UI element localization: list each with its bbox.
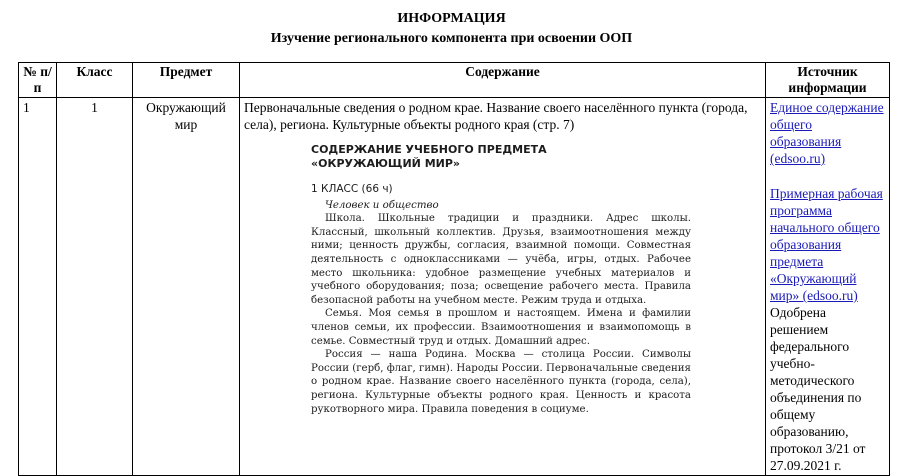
excerpt-section: Человек и общество [325, 199, 439, 211]
excerpt-grade: 1 КЛАСС (66 ч) [311, 183, 393, 195]
excerpt-paragraph-1: Школа. Школьные традиции и праздники. Адрес школы. Классный, школьный коллектив. Друзья, взаимоотношения между ними; ценность дружбы, согласия, взаимной помощи. Совместная деятельность с одноклассниками — учёба, игры, отдых. Рабочее место школьника: удобное размещение учебных материалов и учебного оборудования; поза; освещение рабочего места. Правила безопасной работы на учебном месте. Режим труда и отдыха. [311, 213, 691, 306]
source-link-edsoo[interactable]: Единое содержание общего образования (edsoo.ru) [770, 100, 884, 166]
header-source: Источник информации [766, 63, 890, 98]
source-approval-note: Одобрена решением федерального учебно-методического объединения по общему образованию, протокол 3/21 от 27.09.2021 г. [770, 305, 866, 473]
program-excerpt [311, 143, 691, 416]
source-link-program[interactable]: Примерная рабочая программа начального общего образования предмета «Окружающий мир» (edsoo.ru) [770, 186, 883, 303]
cell-source [766, 98, 890, 476]
excerpt-paragraph-2: Семья. Моя семья в прошлом и настоящем. Имена и фамилии членов семьи, их профессии. Взаимоотношения и взаимопомощь в семье. Совместный труд и отдых. Домашний адрес. [311, 308, 691, 347]
cell-num: 1 [19, 98, 57, 476]
cell-subject: Окружающий мир [133, 98, 240, 476]
cell-content [240, 98, 766, 476]
document-header [0, 10, 903, 48]
excerpt-paragraph-3: Россия — наша Родина. Москва — столица России. Символы России (герб, флаг, гимн). Народы России. Первоначальные сведения о родном крае. Название своего населённого пункта (города, села), региона. Культурные объекты родного края. Ценность и красота рукотворного мира. Правила поведения в социуме. [311, 349, 691, 415]
table-row [19, 98, 890, 476]
excerpt-title-line1: СОДЕРЖАНИЕ УЧЕБНОГО ПРЕДМЕТА [311, 143, 547, 156]
excerpt-title-line2: «ОКРУЖАЮЩИЙ МИР» [311, 157, 461, 170]
document-subtitle: Изучение регионального компонента при освоении ООП [270, 31, 633, 46]
header-class: Класс [57, 63, 133, 98]
content-text: Первоначальные сведения о родном крае. Название своего населённого пункта (города, села), региона. Культурные объекты родного края (стр. 7) [244, 100, 748, 132]
header-num: № п/п [19, 63, 57, 98]
document-title: ИНФОРМАЦИЯ [397, 11, 506, 26]
source-spacer [770, 167, 885, 185]
header-content: Содержание [240, 63, 766, 98]
table-header-row [19, 63, 890, 98]
cell-class: 1 [57, 98, 133, 476]
header-subject: Предмет [133, 63, 240, 98]
info-table [18, 62, 890, 476]
